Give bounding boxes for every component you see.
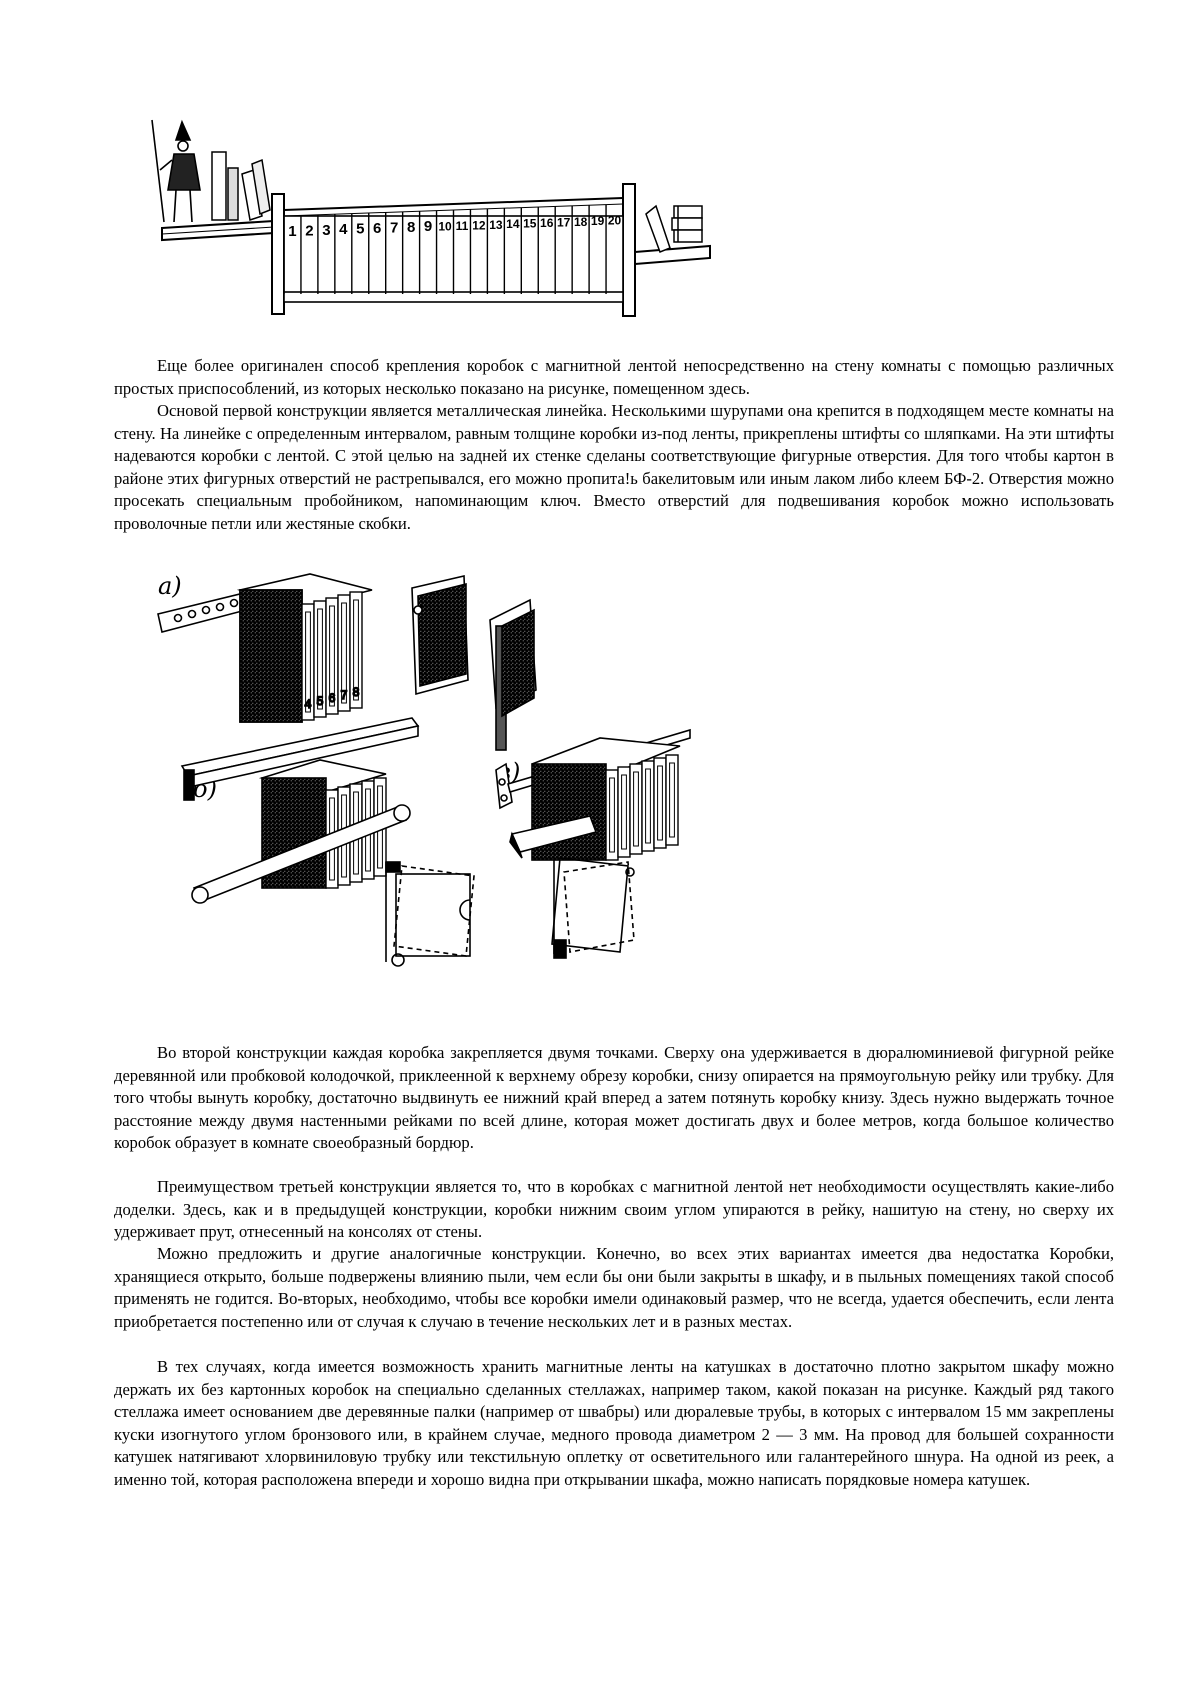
paragraph-1: Еще более оригинален способ крепления коробок с магнитной лентой непосредственно на стену комнаты с помощью различных простых приспособлений, из которых несколько показано на рисунке, помещенном здесь. xyxy=(114,355,1114,400)
box-number: 13 xyxy=(489,218,503,232)
box-number: 14 xyxy=(506,217,520,231)
tape-box xyxy=(606,770,618,860)
box-number: 11 xyxy=(456,219,469,233)
tape-box xyxy=(666,755,678,845)
tape-box-number: 5 xyxy=(317,694,324,708)
box-number: 20 xyxy=(608,214,622,228)
ruler-with-pins-icon xyxy=(158,594,246,632)
box-number: 8 xyxy=(407,219,415,236)
open-box-detail-icon xyxy=(412,576,536,750)
paragraph-3: Во второй конструкции каждая коробка закрепляется двумя точками. Сверху она удерживается в дюралюминиевой фигурной рейке деревянной или пробковой колодочкой, приклеенной к верхнему обрезу коробки, снизу опирается на прямоугольную рейку или трубку. Для того чтобы вынуть коробку, достаточно выдвинуть ее нижний край вперед а затем потянуть коробку книзу. Здесь нужно выдержать точное расстояние между двумя настенными рейками по всей длине, которая может достигать двух и более метров, когда большое количество коробок образует в комнате своеобразный бордюр. xyxy=(114,1042,1114,1155)
side-detail-v-icon xyxy=(552,858,634,958)
box-number: 17 xyxy=(557,215,571,229)
paragraph-2: Основой первой конструкции является металлическая линейка. Несколькими шурупами она крепится в подходящем месте комнаты на стену. На линейке с определенным интервалом, равным толщине коробки из-под ленты, прикреплены штифты со шляпками. На эти штифты надеваются коробки с лентой. С этой целью на задней их стенке сделаны соответствующие фигурные отверстия. Для того чтобы картон в районе этих фигурных отверстий не растрепывался, его можно пропита!ь бакелитовым или иным лаком либо клеем БФ-2. Отверстия можно просекать специальным пробойником, напоминающим ключ. Вместо отверстий для подвешивания коробок можно использовать проволочные петли или жестяные скобки. xyxy=(114,400,1114,535)
rail-with-rod-icon xyxy=(182,718,418,903)
tape-box xyxy=(654,758,666,848)
document-page xyxy=(0,0,1200,1696)
figurine-icon xyxy=(152,120,200,222)
tape-box xyxy=(618,767,630,857)
paragraph-6: В тех случаях, когда имеется возможность хранить магнитные ленты на катушках в достаточно плотно закрытом шкафу можно держать их без картонных коробок на специально сделанных стеллажах, например таком, какой показан на рисунке. Каждый ряд такого стеллажа имеет основанием две деревянные палки (например от швабры) или дюралевые трубы, в которых с интервалом 15 мм закреплены куски изогнутого углом бронзового или, в крайнем случае, медного провода диаметром 2 — 3 мм. На провод для большей сохранности катушек натягивают хлорвиниловую трубку или текстильную оплетку от осветительного или галантерейного шнура. На одной из реек, а именно той, которая расположена впереди и хорошо видна при открывании шкафа, можно написать порядковые номера катушек. xyxy=(114,1356,1114,1491)
tape-box-number: 8 xyxy=(353,685,360,699)
side-detail-b-icon xyxy=(386,862,474,966)
rod-on-consoles-icon xyxy=(496,730,690,860)
figure-label-b: б) xyxy=(193,775,217,803)
shelf-figure xyxy=(150,110,780,320)
paragraph-5: Можно предложить и другие аналогичные конструкции. Конечно, во всех этих вариантах имеется два недостатка Коробки, хранящиеся открыто, больше подвержены влиянию пыли, чем если бы они были закрыты в шкафу, и в пыльных помещениях такой способ применять не годится. Во-вторых, необходимо, чтобы все коробки имели одинаковый размер, что не всегда, удается обеспечить, если лента приобретается постепенно или от случая к случаю в течение нескольких лет и в разных местах. xyxy=(114,1243,1114,1333)
box-number: 10 xyxy=(438,220,452,234)
box-number: 3 xyxy=(322,222,330,239)
mounting-figure xyxy=(150,570,750,1032)
box-number: 2 xyxy=(305,222,313,239)
figure-label-a: а) xyxy=(158,572,182,600)
box-number: 12 xyxy=(472,218,486,232)
box-stack-a xyxy=(240,574,372,722)
box-number: 4 xyxy=(339,221,348,238)
box-number: 18 xyxy=(574,215,588,229)
box-number: 7 xyxy=(390,219,398,236)
box-number: 5 xyxy=(356,221,364,238)
box-number: 9 xyxy=(424,218,432,235)
box-number: 1 xyxy=(288,223,296,240)
tape-box-number: 6 xyxy=(329,691,336,705)
paragraph-4: Преимуществом третьей конструкции является то, что в коробках с магнитной лентой нет необходимости осуществлять какие-либо доделки. Здесь, как и в предыдущей конструкции, коробки нижним своим углом упираются в рейку, нашитую на стену, но сверху их удерживает прут, отнесенный на консолях от стены. xyxy=(114,1176,1114,1244)
box-number: 15 xyxy=(523,217,537,231)
small-books-icon xyxy=(212,152,270,220)
box-number: 19 xyxy=(591,214,605,228)
tape-box xyxy=(630,764,642,854)
tape-box-number: 4 xyxy=(305,697,312,711)
tape-box xyxy=(642,761,654,851)
right-books-icon xyxy=(646,206,702,252)
tape-box-number: 7 xyxy=(341,688,348,702)
box-number: 6 xyxy=(373,220,381,237)
box-number: 16 xyxy=(540,216,554,230)
figure-label-v: в) xyxy=(497,758,520,786)
